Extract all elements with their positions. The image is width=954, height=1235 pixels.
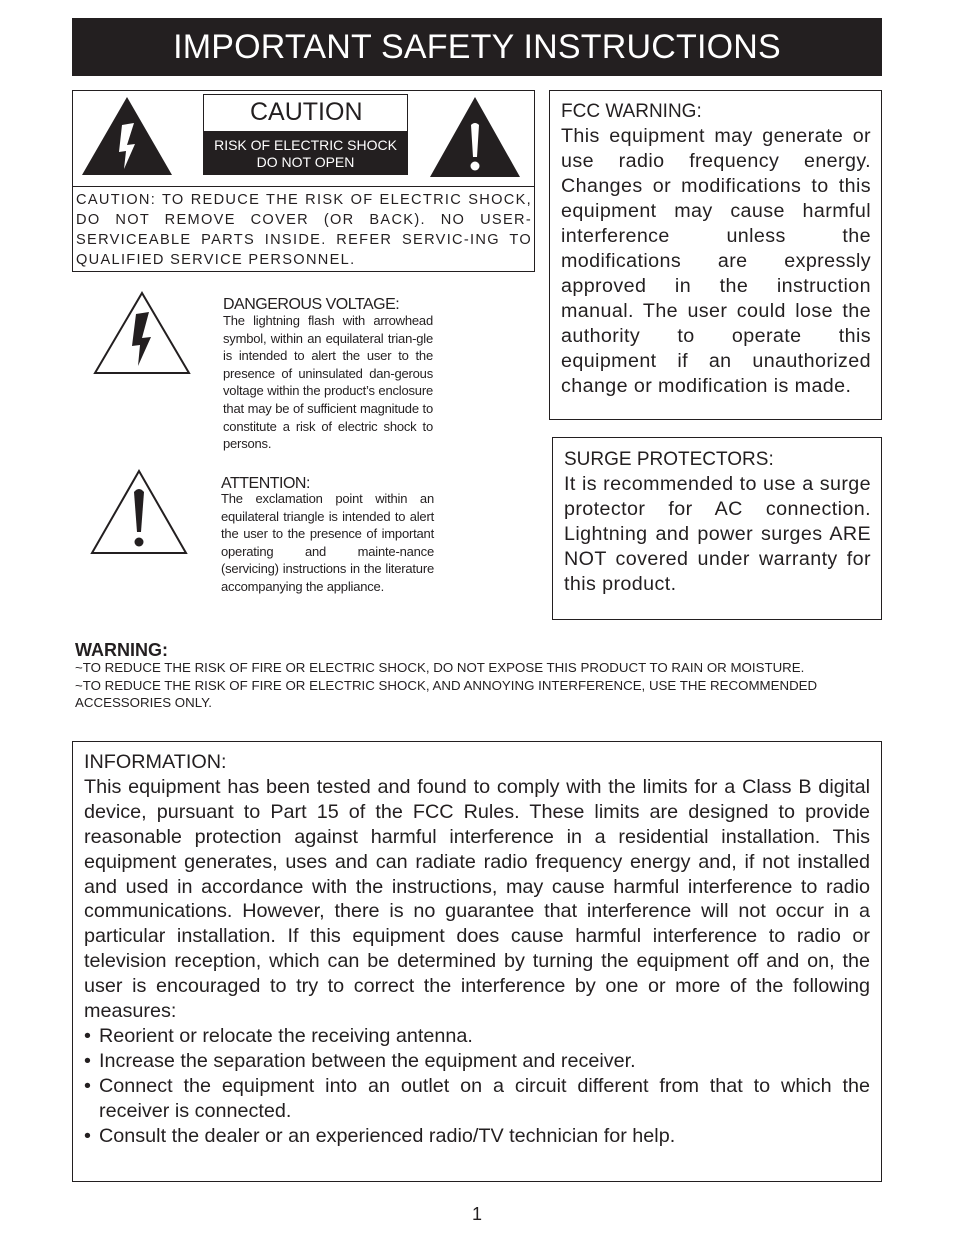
fcc-warning-title: FCC WARNING: — [561, 101, 702, 122]
caution-label: CAUTION — [203, 94, 408, 132]
information-title: INFORMATION: — [84, 751, 227, 773]
information-panel — [72, 741, 882, 1182]
attention-text: The exclamation point within an equilateral triangle is intended to alert the user to the presence of important operating and mainte-nance (servicing) instructions in the literature accompanying the appliance. — [221, 491, 434, 594]
bullet-icon: • — [84, 1024, 91, 1047]
attention-title: ATTENTION: — [221, 475, 310, 492]
information-text: This equipment has been tested and found to comply with the limits for a Class B digital device, pursuant to Part 15 of the FCC Rules. These limits are designed to provide reasonable protection against harmful interference in a residential installation. This equipment generates, uses and can radiate radio frequency energy and, if not installed and used in accordance with the instructions, may cause harmful interference to radio communications. However, there is no guarantee that interference will not occur in a particular installation. If this equipment does cause harmful interference to radio or television reception, which can be determined by turning the equipment off and on, the user is encouraged to try to correct the interference by one or more of the following measures: — [84, 775, 870, 1023]
list-item — [84, 1074, 870, 1124]
bullet-icon: • — [84, 1124, 91, 1147]
measure-text: Connect the equipment into an outlet on a circuit different from that to which the receiver is connected. — [99, 1074, 870, 1122]
measure-text: Reorient or relocate the receiving antenna. — [99, 1024, 473, 1047]
exclamation-warning-icon — [428, 95, 522, 179]
dangerous-voltage-text: The lightning flash with arrowhead symbol, within an equilateral trian-gle is intended to alert the user to the presence of uninsulated dan-gerous voltage within the product’s enclosure that may be of sufficient magnitude to constitute a risk of electric shock to persons. — [223, 313, 433, 452]
list-item — [84, 1124, 870, 1149]
surge-protectors-title: SURGE PROTECTORS: — [564, 449, 774, 470]
measure-text: Increase the separation between the equipment and receiver. — [99, 1049, 636, 1072]
exclamation-symbol-icon — [89, 468, 189, 556]
measures-list — [84, 1024, 870, 1149]
caution-panel — [72, 90, 535, 272]
fcc-warning-panel — [549, 90, 882, 420]
warning-title: WARNING: — [75, 640, 168, 660]
page-title: IMPORTANT SAFETY INSTRUCTIONS — [72, 18, 882, 76]
measure-text: Consult the dealer or an experienced radio/TV technician for help. — [99, 1124, 676, 1147]
shock-warning-line-2: DO NOT OPEN — [256, 154, 355, 170]
caution-notice: CAUTION: TO REDUCE THE RISK OF ELECTRIC SHOCK, DO NOT REMOVE COVER (OR BACK). NO USER-SERVICEABLE PARTS INSIDE. REFER SERVIC-ING TO QUALIFIED SERVICE PERSONNEL. — [73, 186, 534, 271]
lightning-symbol-icon — [92, 290, 192, 376]
shock-warning-line-1: RISK OF ELECTRIC SHOCK — [214, 137, 397, 153]
bullet-icon: • — [84, 1049, 91, 1072]
shock-warning-label — [203, 131, 408, 175]
list-item — [84, 1024, 870, 1049]
warning-list — [75, 659, 890, 712]
surge-protectors-panel — [552, 437, 882, 620]
fcc-warning-text: This equipment may generate or use radio frequency energy. Changes or modifications to this equipment may cause harmful interference unless the modifications are expressly approved in the instruction manual. The user could lose the authority to operate this equipment if an unauthorized change or modification is made. — [561, 125, 871, 397]
bullet-icon: • — [84, 1074, 91, 1097]
lightning-warning-icon — [80, 95, 174, 177]
warning-line: ~TO REDUCE THE RISK OF FIRE OR ELECTRIC SHOCK, AND ANNOYING INTERFERENCE, USE THE RECOMMENDED ACCESSORIES ONLY. — [75, 677, 818, 710]
page-number: 1 — [471, 1204, 482, 1224]
list-item — [84, 1049, 870, 1074]
dangerous-voltage-title: DANGEROUS VOLTAGE: — [223, 296, 400, 313]
warning-line: ~TO REDUCE THE RISK OF FIRE OR ELECTRIC SHOCK, DO NOT EXPOSE THIS PRODUCT TO RAIN OR MOISTURE. — [75, 660, 805, 675]
surge-protectors-text: It is recommended to use a surge protector for AC connection. Lightning and power surges ARE NOT covered under warranty for this product. — [564, 473, 871, 595]
